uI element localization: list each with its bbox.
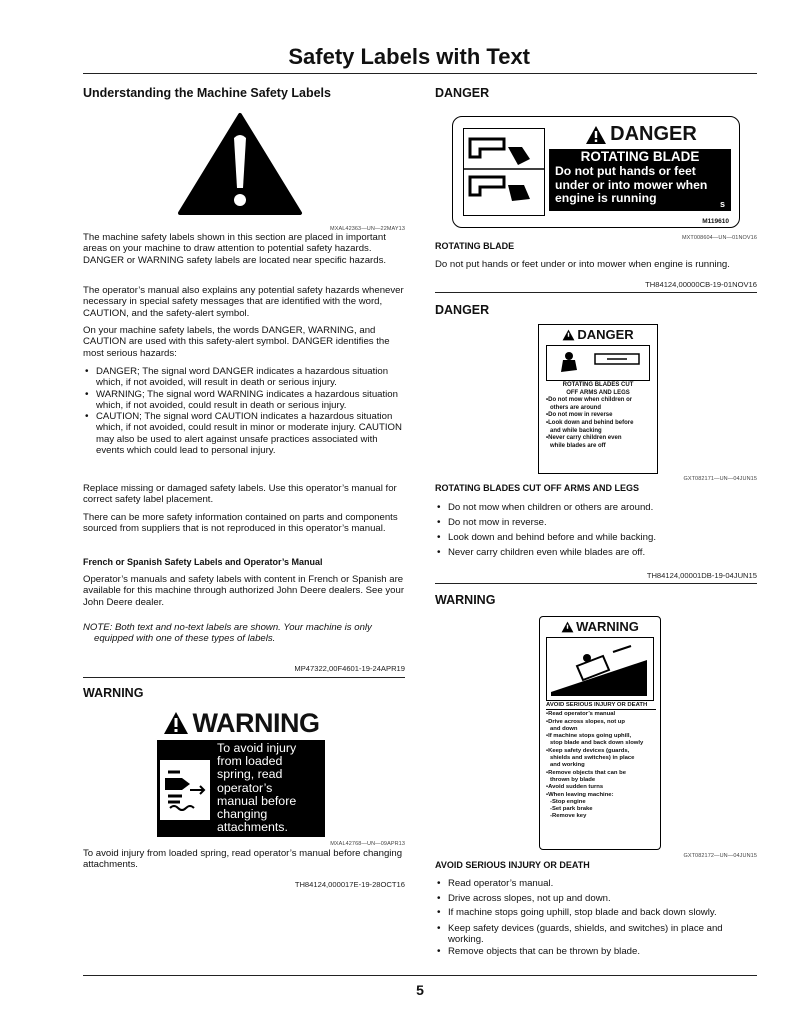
label-line: and while backing [550, 427, 602, 434]
figure-code: MXT008604—UN—01NOV16 [681, 235, 757, 241]
spring-pictogram [160, 760, 210, 820]
danger-label-rotating-blade [452, 116, 740, 228]
label-line: -Stop engine [550, 798, 586, 805]
label-title: AVOID SERIOUS INJURY OR DEATH [546, 702, 656, 710]
note-line: equipped with one of these types of labels. [94, 633, 276, 645]
section-heading-danger: DANGER [435, 303, 490, 317]
danger-label-arms-legs [538, 324, 658, 474]
label-title-line: OFF ARMS AND LEGS [566, 389, 630, 396]
list-item: • Look down and behind before and while backing. [435, 530, 757, 545]
label-line: attachments. [217, 820, 288, 835]
figure-code: MXAL42768—UN—09APR13 [330, 841, 405, 847]
label-signal-word: WARNING [576, 619, 639, 634]
label-line: while blades are off [550, 442, 606, 449]
list-item: • Never carry children even while blades are off. [435, 545, 757, 560]
page-title: Safety Labels with Text [288, 44, 530, 69]
section-heading-understanding: Understanding the Machine Safety Labels [83, 86, 331, 100]
paragraph: On your machine safety labels, the words DANGER, WARNING, and CAUTION are used with this safety-alert symbol. DANGER identifies the most serious hazards: [83, 325, 390, 359]
safety-alert-symbol-figure [160, 110, 320, 218]
hand-spring-icon [160, 760, 210, 820]
paragraph: The machine safety labels shown in this section are placed in important areas on your machine to draw attention to potential safety hazards. DANGER or WARNING safety labels are located near specific hazards. [83, 232, 387, 266]
label-line: •Remove objects that can be [546, 769, 626, 776]
label-line: under or into mower when [555, 177, 708, 192]
label-line: •Drive across slopes, not up [546, 718, 625, 725]
danger-bullet-list [435, 500, 757, 560]
label-s-mark: s [719, 199, 725, 209]
label-title: ROTATING BLADE [580, 149, 700, 164]
hand-foot-blade-icon [464, 129, 544, 215]
paragraph: Do not put hands or feet under or into mower when engine is running. [435, 259, 730, 270]
paragraph: To avoid injury from loaded spring, read operator’s manual before changing attachments. [83, 848, 403, 871]
note [83, 622, 405, 645]
label-line: engine is running [555, 191, 657, 205]
mower-pictogram [546, 345, 650, 381]
paragraph: The operator’s manual also explains any potential safety hazards whenever necessary in special safety messages that are identified with the word, CAUTION, and the safety-alert symbol. [83, 285, 404, 319]
section-heading-danger: DANGER [435, 86, 490, 100]
label-line: others are around [550, 404, 602, 411]
label-caption: AVOID SERIOUS INJURY OR DEATH [435, 860, 590, 870]
child-mower-icon [547, 346, 649, 380]
section-divider [83, 677, 405, 678]
label-title-line: ROTATING BLADES CUT [562, 382, 634, 388]
warning-label-avoid-injury [539, 616, 661, 850]
list-item: • Remove objects that can be thrown by blade. [435, 945, 757, 960]
label-line: •Do not mow in reverse [546, 412, 613, 419]
reference-code: TH84124,00001DB-19-04JUN15 [646, 571, 757, 580]
label-line: To avoid injury [217, 741, 297, 755]
warning-label-spring [157, 707, 325, 837]
label-line: thrown by blade [550, 776, 596, 783]
label-line: and working [550, 762, 585, 769]
safety-alert-icon [163, 711, 189, 735]
label-line: •If machine stops going uphill, [546, 733, 632, 740]
label-line: -Set park brake [550, 806, 593, 813]
list-item: • Do not mow in reverse. [435, 515, 757, 530]
paragraph: Operator’s manuals and safety labels with content in French or Spanish are available for this machine through authorized John Deere dealers. See your John Deere dealer. [83, 574, 405, 608]
label-line: stop blade and back down slowly [550, 740, 644, 747]
paragraph: There can be more safety information contained on parts and components sourced from suppliers that is not reproduced in this operator’s manual. [83, 512, 398, 535]
reference-code: TH84124,000017E-19-28OCT16 [294, 880, 405, 889]
list-item: • Read operator’s manual. [435, 877, 757, 892]
label-line: •Keep safety devices (guards, [546, 747, 630, 754]
label-signal-word: WARNING [192, 707, 320, 738]
list-item: • Keep safety devices (guards, shields, and switches) in place and working. [435, 923, 757, 946]
signal-word-list [83, 366, 405, 456]
label-line: operator’s [217, 780, 273, 795]
label-line: •When leaving machine: [546, 791, 614, 798]
list-item: • If machine stops going uphill, stop blade and back down slowly. [435, 906, 757, 921]
paragraph: Replace missing or damaged safety labels. Use this operator’s manual for correct safety label placement. [83, 483, 397, 506]
section-heading-warning: WARNING [83, 686, 144, 700]
footer-divider [83, 975, 757, 976]
label-caption: ROTATING BLADE [435, 241, 515, 251]
page-number: 5 [416, 982, 424, 998]
section-divider [435, 583, 757, 584]
slope-pictogram [546, 637, 654, 701]
reference-code: TH84124,00000CB-19-01NOV16 [645, 280, 757, 289]
label-line: Do not put hands or feet [555, 164, 696, 178]
label-line: manual before [217, 793, 297, 808]
title-divider [83, 73, 757, 74]
label-line: •Do not mow when children or [546, 397, 633, 404]
mower-slope-icon [547, 638, 653, 700]
label-line: changing [217, 807, 268, 822]
list-item: • CAUTION; The signal word CAUTION indicates a hazardous situation which, if not avoided, could result in minor or moderate injury. CAUTION may also be used to alert against unsafe practices associated with events which could lead to personal injury. [83, 411, 405, 456]
list-item: • Drive across slopes, not up and down. [435, 892, 757, 907]
list-item: • WARNING; The signal word WARNING indicates a hazardous situation which, if not avoided, could result in death or serious injury. [83, 389, 405, 412]
figure-code: GXT082172—UN—04JUN15 [683, 853, 757, 859]
list-item: • DANGER; The signal word DANGER indicates a hazardous situation which, if not avoided, will result in death or serious injury. [83, 366, 405, 389]
section-divider [435, 292, 757, 293]
section-heading-warning: WARNING [435, 593, 496, 607]
blade-pictogram [463, 128, 545, 216]
label-line: and down [550, 725, 578, 732]
label-caption: ROTATING BLADES CUT OFF ARMS AND LEGS [435, 483, 639, 493]
label-line: spring, read [217, 767, 283, 782]
label-line: •Never carry children even [546, 435, 622, 442]
figure-code: GXT082171—UN—04JUN15 [683, 476, 757, 482]
label-line: -Remove key [550, 813, 587, 820]
label-line: shields and switches) in place [550, 755, 635, 762]
label-line: •Avoid sudden turns [546, 784, 604, 791]
reference-code: MP47322,00F4601-19-24APR19 [294, 664, 405, 673]
label-line: •Look down and behind before [546, 419, 634, 426]
label-signal-word: DANGER [610, 123, 697, 145]
safety-alert-icon [585, 125, 607, 145]
label-line: •Read operator’s manual [546, 711, 616, 718]
label-part-number: M119610 [702, 218, 729, 225]
label-line: from loaded [217, 754, 283, 769]
note-line: NOTE: Both text and no-text labels are shown. Your machine is only [83, 622, 372, 633]
label-signal-word: DANGER [577, 327, 634, 342]
list-item: • Do not mow when children or others are around. [435, 500, 757, 515]
figure-code: MXAL42363—UN—22MAY13 [330, 226, 405, 232]
warning-bullet-list [435, 877, 757, 960]
safety-alert-icon [561, 621, 574, 633]
subheading: French or Spanish Safety Labels and Operator’s Manual [83, 557, 323, 567]
safety-alert-triangle-icon [160, 110, 320, 218]
safety-alert-icon [562, 329, 575, 341]
